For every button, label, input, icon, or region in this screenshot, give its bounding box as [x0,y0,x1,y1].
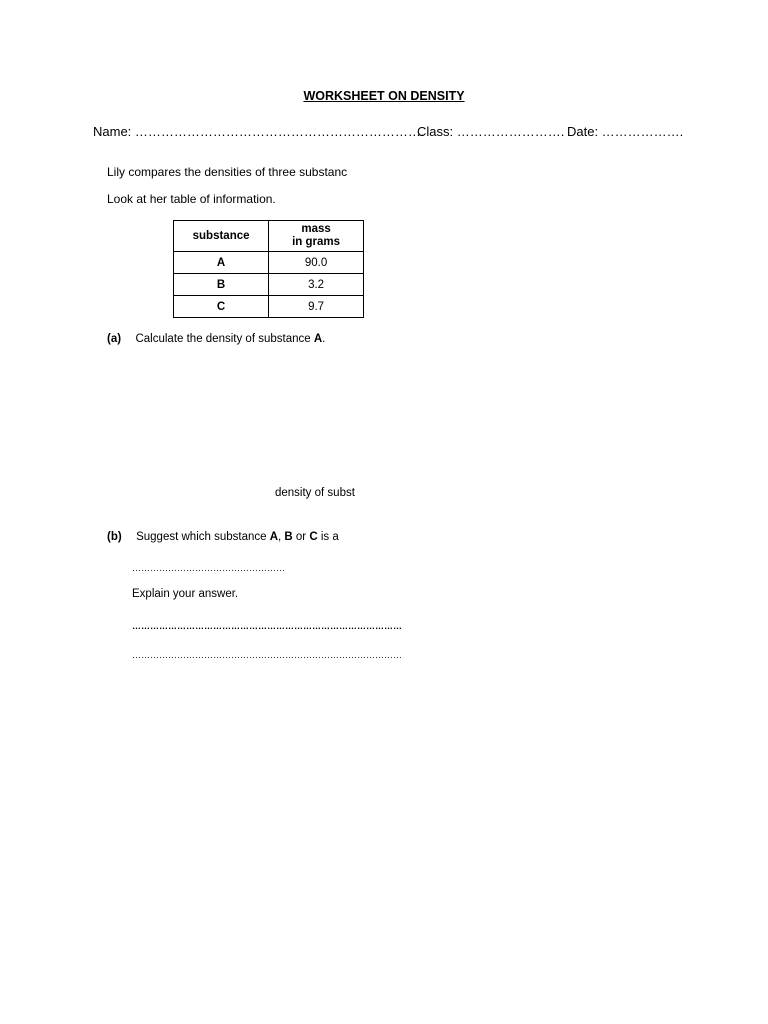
table-cell-mass: 9.7 [269,296,364,318]
density-answer-label: density of subst [275,487,355,499]
table-row [174,274,364,296]
part-a [107,333,325,345]
explain-line-1: ……………………………………………………………………………… [132,621,402,631]
table-cell-mass: 90.0 [269,252,364,274]
explain-line-2: ……………………………………………………………………………… [132,650,402,660]
worksheet-title: WORKSHEET ON DENSITY [303,89,465,103]
table-cell-mass: 3.2 [269,274,364,296]
date-field: Date: ………………. [567,124,684,139]
question-intro: Lily compares the densities of three substanc [107,165,348,179]
part-b-option-b: B [284,531,293,543]
table-header-row [174,221,364,252]
part-b-sep: or [292,531,310,543]
table-row [174,296,364,318]
part-a-label: (a) [107,333,122,345]
table-header-substance: substance [174,221,269,252]
part-b [107,531,339,543]
table-cell-substance: C [174,296,269,318]
table-cell-substance: B [174,274,269,296]
part-a-substance: A [313,333,323,345]
part-b-sep: , [278,531,285,543]
name-field: Name: …………………………………………………………. [93,124,425,139]
substance-table [173,220,364,318]
part-b-answer-line: …………………………………………… [132,563,285,573]
part-b-option-c: C [309,531,318,543]
part-a-text: Calculate the density of substance [135,333,314,345]
table-row [174,252,364,274]
part-b-text: Suggest which substance [136,531,270,543]
part-b-label: (b) [107,531,122,543]
table-header-mass: mass in grams [269,221,364,252]
table-cell-substance: A [174,252,269,274]
part-b-option-a: A [269,531,279,543]
question-look: Look at her table of information. [107,192,276,206]
explain-text: Explain your answer. [132,588,239,600]
question-image [0,150,402,680]
part-b-text-end: is a [317,531,339,543]
part-a-period: . [322,333,326,345]
class-field: Class: ……………………. [417,124,565,139]
